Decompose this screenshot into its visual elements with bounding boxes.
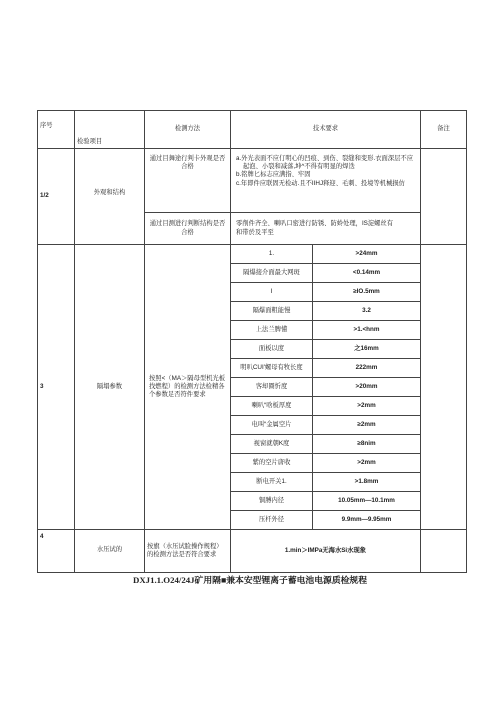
param-value: >20mm <box>313 378 421 397</box>
document-title: DXJ1.1.O24/24J矿用隔■兼本安型锂离子蓄电池电源质检规程 <box>132 575 368 585</box>
header-requirement: 技术要求 <box>231 111 421 149</box>
row-note <box>421 149 467 245</box>
header-note: 备注 <box>421 111 467 149</box>
param-value: 222mm <box>313 359 421 378</box>
param-value: ≥8nim <box>313 435 421 454</box>
param-name: 1. <box>231 245 313 264</box>
param-name: 客却圈忻度 <box>231 378 313 397</box>
param-value: 9.9mm—9.95mm <box>313 511 421 530</box>
header-method: 检测方法 <box>145 111 231 149</box>
param-value: >2mm <box>313 397 421 416</box>
param-value: 之16mm <box>313 340 421 359</box>
param-name: 隔爆接介面最大网斑 <box>231 264 313 283</box>
requirement-line: 起泡、小裂和减落,坤^不得有明显的焊迭 <box>243 163 355 171</box>
param-name: 电叫“金属空片 <box>231 416 313 435</box>
param-name: I <box>231 283 313 302</box>
requirement-line: b.铭牌匕标志应满指、牢固 <box>236 171 311 179</box>
param-value: <0.14mm <box>313 264 421 283</box>
row-method: 按照<（MA＞隔母型机光板找燃程）的检测方法检精各个参数足否符件要求 <box>145 245 231 530</box>
param-name: 铜膊内径 <box>231 492 313 511</box>
param-name: 断电开关1. <box>231 473 313 492</box>
row-note <box>421 245 467 530</box>
param-value: ≥2mm <box>313 416 421 435</box>
param-value: >1.8mm <box>313 473 421 492</box>
table-header-row <box>38 111 467 149</box>
requirement-line: c.年即件应联固无检动.且不IIHJ释迎、毛刺、投境等机械损仿 <box>236 179 405 187</box>
param-value: ≥IO.5mm <box>313 283 421 302</box>
row-requirement: 1.min＞IMPa无海水Si水现象 <box>231 530 421 573</box>
param-name: 面板以度 <box>231 340 313 359</box>
inspection-table <box>37 110 467 573</box>
param-name: 隔爆面粗能慢 <box>231 302 313 321</box>
param-name: 紫的空片唐收 <box>231 454 313 473</box>
row-item: 隔塌参数 <box>75 245 145 530</box>
row-requirement <box>231 213 421 245</box>
requirement-line: 和带於及平至 <box>236 228 274 236</box>
row-requirement <box>231 149 421 213</box>
param-row <box>38 245 467 264</box>
header-seq: 序号 <box>38 111 75 149</box>
row-item: 水压试的 <box>75 530 145 573</box>
param-value: >24mm <box>313 245 421 264</box>
param-value: 3.2 <box>313 302 421 321</box>
header-item: 检验项目 <box>75 111 145 149</box>
param-name: 压杆外径 <box>231 511 313 530</box>
row-method: 按旗（水压试脸操作规程）的检测方法是否符合要求 <box>145 530 231 573</box>
row-item: 外观和结构 <box>75 149 145 245</box>
row-method: 通过目测进行判断结构是否合格 <box>145 213 231 245</box>
param-name: 喇叭“啥板厚度 <box>231 397 313 416</box>
table-row <box>38 530 467 573</box>
row-seq: 4 <box>38 530 75 573</box>
param-name: 上法兰脾懂 <box>231 321 313 340</box>
param-name: 明叭CUI'螺母有牧长度 <box>231 359 313 378</box>
table-row <box>38 149 467 213</box>
param-name: 视窗就朝K度 <box>231 435 313 454</box>
param-value: >1.<hnm <box>313 321 421 340</box>
row-note <box>421 530 467 573</box>
param-value: 10.05mm—10.1mm <box>313 492 421 511</box>
param-value: >2mm <box>313 454 421 473</box>
row-seq: 1/2 <box>38 149 75 245</box>
row-method: 通过目舞途行判卡外观是否合格 <box>145 149 231 213</box>
requirement-line: a.外光表面不应仃明心的凹痕、到伤、裂缝和变形.衣面深层不应 <box>236 155 414 162</box>
requirement-line: 零削件齐全、喇叭口密进行防锈、防蛉处理，IS淀螺丝有 <box>236 220 394 228</box>
row-seq: 3 <box>38 245 75 530</box>
